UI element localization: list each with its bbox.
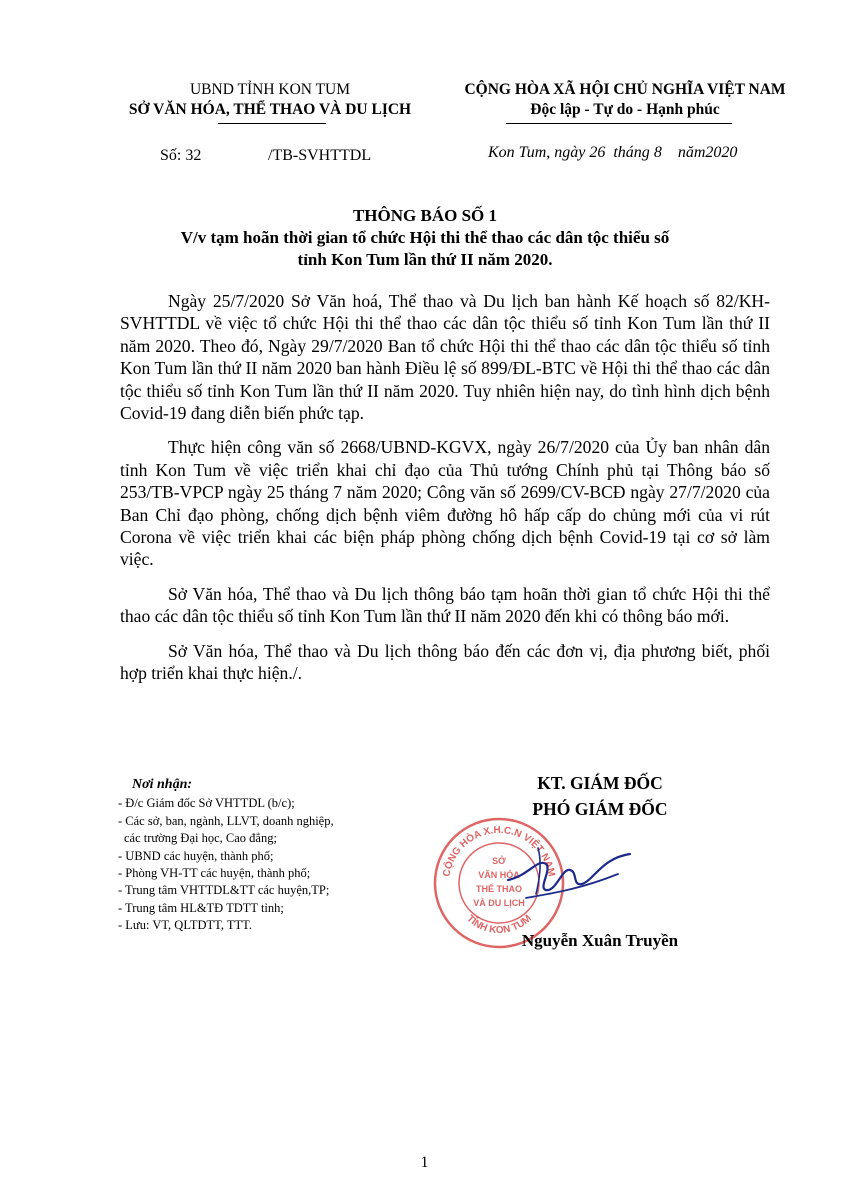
seal-ring-text: CỘNG HÒA X.H.C.N VIỆT NAM: [441, 824, 557, 878]
recipient-item: - Trung tâm HL&TĐ TDTT tỉnh;: [118, 900, 284, 915]
recipient-item: - UBND các huyện, thành phố;: [118, 848, 274, 863]
recipient-item: - Phòng VH-TT các huyện, thành phố;: [118, 866, 311, 881]
signer-authority: KT. GIÁM ĐỐC: [537, 773, 663, 793]
nation-name: CỘNG HÒA XÃ HỘI CHỦ NGHĨA VIỆT NAM: [464, 81, 786, 98]
document-number: [160, 147, 372, 165]
seal-center-line: VĂN HÓA: [478, 870, 520, 880]
recipients-heading: Nơi nhận:: [132, 777, 193, 792]
body-paragraph: Sở Văn hóa, Thể thao và Du lịch thông báo tạm hoãn thời gian tổ chức Hội thi thể thao các dân tộc thiểu số tỉnh Kon Tum lần thứ II năm 2020 đến khi có thông báo mới.: [120, 583, 770, 627]
date-day-label: , ngày: [546, 144, 586, 161]
date-year-label: năm: [677, 144, 706, 161]
seal-bottom-text: TỈNH KON TUM: [464, 913, 534, 937]
recipient-item: - Lưu: VT, QLTDTT, TTT.: [118, 918, 252, 933]
notice-body: [120, 290, 770, 697]
recipient-item: - Các sở, ban, ngành, LLVT, doanh nghiệp,: [118, 813, 334, 828]
doc-number-code: /TB-SVHTTDL: [268, 147, 372, 164]
motto: Độc lập - Tự do - Hạnh phúc: [530, 101, 720, 118]
doc-number-prefix: Số: 32: [160, 147, 202, 164]
notice-subject-line1: V/v tạm hoãn thời gian tổ chức Hội thi thể thao các dân tộc thiểu số: [180, 228, 670, 247]
date-month-label: tháng: [613, 144, 650, 161]
signer-title: PHÓ GIÁM ĐỐC: [532, 799, 668, 819]
recipient-item: các trường Đại học, Cao đẳng;: [124, 831, 277, 846]
date-line: [488, 144, 737, 162]
notice-heading: THÔNG BÁO SỐ 1: [352, 206, 498, 225]
issuing-agency: [100, 80, 440, 120]
date-year: 2020: [705, 144, 738, 161]
date-day: 26: [589, 144, 606, 161]
handwritten-signature: [498, 828, 638, 908]
body-paragraph: Ngày 25/7/2020 Sở Văn hoá, Thể thao và Du lịch ban hành Kế hoạch số 82/KH-SVHTTDL về việc tổ chức Hội thi thể thao các dân tộc thiểu số tỉnh Kon Tum lần thứ II năm 2020. Theo đó, Ngày 29/7/2020 Ban tổ chức Hội thi thể thao các dân tộc thiểu số tỉnh Kon Tum lần thứ II năm 2020 ban hành Điều lệ số 899/ĐL-BTC về Hội thi thể thao các dân tộc thiểu số tỉnh Kon Tum lần thứ II năm 2020. Tuy nhiên hiện nay, do tình hình dịch bệnh Covid-19 đang diễn biến phức tạp.: [120, 291, 770, 424]
recipient-item: - Đ/c Giám đốc Sở VHTTDL (b/c);: [118, 796, 295, 811]
seal-center-line: SỞ: [492, 856, 506, 866]
agency-underline: [218, 123, 326, 124]
signer-name: Nguyễn Xuân Truyền: [521, 931, 679, 950]
seal-center-line: THỂ THAO: [476, 884, 522, 894]
seal-center-line: VÀ DU LỊCH: [473, 898, 525, 908]
signer-position: [480, 770, 720, 822]
date-place: Kon Tum: [488, 144, 547, 161]
notice-subject-line2: tỉnh Kon Tum lần thứ II năm 2020.: [297, 250, 553, 269]
motto-underline: [506, 123, 732, 124]
agency-parent: UBND TỈNH KON TUM: [189, 81, 351, 98]
recipient-item: - Trung tâm VHTTDL&TT các huyện,TP;: [118, 883, 330, 898]
page-number: 1: [420, 1154, 429, 1171]
notice-title: [80, 205, 770, 271]
national-motto: [440, 80, 810, 120]
agency-name: SỞ VĂN HÓA, THỂ THAO VÀ DU LỊCH: [128, 101, 412, 118]
body-paragraph: Sở Văn hóa, Thể thao và Du lịch thông báo đến các đơn vị, địa phương biết, phối hợp triển khai thực hiện./.: [120, 640, 770, 684]
body-paragraph: Thực hiện công văn số 2668/UBND-KGVX, ngày 26/7/2020 của Ủy ban nhân dân tỉnh Kon Tum về việc triển khai chỉ đạo của Thủ tướng Chính phủ tại Thông báo số 253/TB-VPCP ngày 25 tháng 7 năm 2020; Công văn số 2699/CV-BCĐ ngày 27/7/2020 của Ban Chỉ đạo phòng, chống dịch bệnh viêm đường hô hấp cấp do chủng mới của vi rút Corona về việc triển khai các biện pháp phòng chống dịch bệnh Covid-19 tại cơ sở làm việc.: [120, 437, 770, 570]
date-month: 8: [653, 144, 662, 161]
recipients-list: [118, 776, 418, 935]
